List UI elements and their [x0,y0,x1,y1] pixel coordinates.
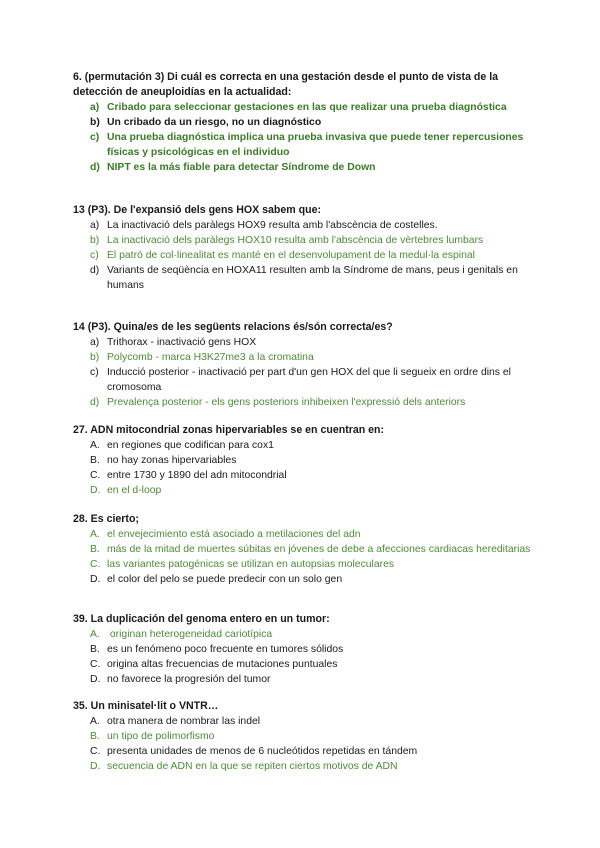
option-letter: c) [90,367,99,378]
option-text: no hay zonas hipervariables [107,455,237,466]
option-a [73,438,533,453]
option-letter: C. [90,659,101,670]
option-list [73,527,533,587]
question-13 [73,203,533,293]
option-text: origina altas frecuencias de mutaciones puntuales [107,659,338,670]
option-letter: B. [90,731,100,742]
option-list [73,218,533,293]
option-letter: C. [90,559,101,570]
option-letter: A. [90,440,100,451]
option-text: El patró de col·linealitat es manté en el desenvolupament de la medul·la espinal [107,250,475,261]
option-b [73,542,533,557]
option-d [73,160,533,175]
option-a [73,527,533,542]
option-b [73,115,533,130]
question-title: 14 (P3). Quina/es de les següents relacions és/són correcta/es? [73,321,393,333]
option-c [73,744,533,759]
option-c [73,468,533,483]
option-text: no favorece la progresión del tumor [107,674,271,685]
option-d [73,759,533,774]
option-letter: D. [90,674,101,685]
option-letter: d) [90,265,100,276]
option-d [73,672,533,687]
option-letter: b) [90,352,100,363]
question-title: 35. Un minisatel·lit o VNTR… [73,700,219,712]
option-d [73,572,533,587]
option-b [73,453,533,468]
option-text: Un cribado da un riesgo, no un diagnóstico [107,117,322,128]
option-text: secuencia de ADN en la que se repiten ciertos motivos de ADN [107,761,398,772]
question-27 [73,423,533,498]
option-text: presenta unidades de menos de 6 nucleótidos repetidas en tándem [107,746,418,757]
question-39 [73,612,533,687]
option-letter: b) [90,117,100,128]
option-text: un tipo de polimorfismo [107,731,215,742]
option-text: las variantes patogénicas se utilizan en autopsias moleculares [107,559,395,570]
option-a [73,627,533,642]
option-text: Inducció posterior - inactivació per part d'un gen HOX del que li segueix en ordre dins el cromosoma [107,367,511,393]
option-text: Prevalença posterior - els gens posteriors inhibeixen l'expressió dels anteriors [107,397,466,408]
option-b [73,350,533,365]
question-title: 27. ADN mitocondrial zonas hipervariables se en cuentran en: [73,424,385,436]
option-letter: a) [90,337,100,348]
question-title: 39. La duplicación del genoma entero en un tumor: [73,613,330,625]
option-letter: B. [90,644,100,655]
question-title: 28. Es cierto; [73,513,139,525]
option-c [73,557,533,572]
option-a [73,714,533,729]
option-letter: A. [90,529,100,540]
option-letter: C. [90,470,101,481]
option-text: NIPT es la más fiable para detectar Síndrome de Down [107,162,376,173]
option-b [73,729,533,744]
option-d [73,483,533,498]
option-letter: A. [90,629,100,640]
option-letter: C. [90,746,101,757]
option-d [73,395,533,410]
option-list [73,438,533,498]
option-text: originan heterogeneidad cariotípica [107,629,273,640]
option-letter: c) [90,132,100,143]
option-c [73,365,533,395]
option-text: el envejecimiento está asociado a metilaciones del adn [107,529,361,540]
option-letter: d) [90,397,100,408]
option-letter: B. [90,455,100,466]
option-text: Cribado para seleccionar gestaciones en las que realizar una prueba diagnóstica [107,102,507,113]
option-list [73,100,533,175]
option-a [73,218,533,233]
option-list [73,627,533,687]
option-letter: D. [90,485,101,496]
option-c [73,248,533,263]
option-text: en el d-loop [107,485,162,496]
option-text: el color del pelo se puede predecir con un solo gen [107,574,343,585]
option-c [73,657,533,672]
option-text: Variants de seqüència en HOXA11 resulten amb la Síndrome de mans, peus i genitals en humans [107,265,518,291]
option-text: La inactivació dels paràlegs HOX9 resulta amb l'abscència de costelles. [107,220,438,231]
option-list [73,714,533,774]
question-14 [73,320,533,410]
option-text: Polycomb - marca H3K27me3 a la cromatina [107,352,314,363]
option-text: Trithorax - inactivació gens HOX [107,337,257,348]
option-b [73,642,533,657]
option-letter: B. [90,544,100,555]
option-text: en regiones que codifican para cox1 [107,440,274,451]
question-title: 13 (P3). De l'expansió dels gens HOX sabem que: [73,204,322,216]
question-6 [73,70,533,175]
option-letter: b) [90,235,100,246]
option-letter: A. [90,716,100,727]
option-a [73,100,533,115]
option-c [73,130,533,160]
option-letter: c) [90,250,99,261]
question-28 [73,512,533,587]
option-text: otra manera de nombrar las indel [107,716,261,727]
option-text: más de la mitad de muertes súbitas en jóvenes de debe a afecciones cardiacas hereditarias [107,544,531,555]
question-35 [73,699,533,774]
option-letter: a) [90,102,100,113]
option-list [73,335,533,410]
option-text: Una prueba diagnóstica implica una prueba invasiva que puede tener repercusiones físicas y psicológicas en el individuo [107,132,524,158]
option-letter: d) [90,162,100,173]
option-b [73,233,533,248]
option-d [73,263,533,293]
option-text: La inactivació dels paràlegs HOX10 resulta amb l'abscència de vèrtebres lumbars [107,235,484,246]
option-text: entre 1730 y 1890 del adn mitocondrial [107,470,287,481]
option-letter: D. [90,761,101,772]
option-a [73,335,533,350]
option-letter: D. [90,574,101,585]
option-text: es un fenómeno poco frecuente en tumores sólidos [107,644,344,655]
option-letter: a) [90,220,100,231]
question-title: 6. (permutación 3) Di cuál es correcta en una gestación desde el punto de vista de la detección de aneuploidías en la actualidad: [73,71,499,98]
